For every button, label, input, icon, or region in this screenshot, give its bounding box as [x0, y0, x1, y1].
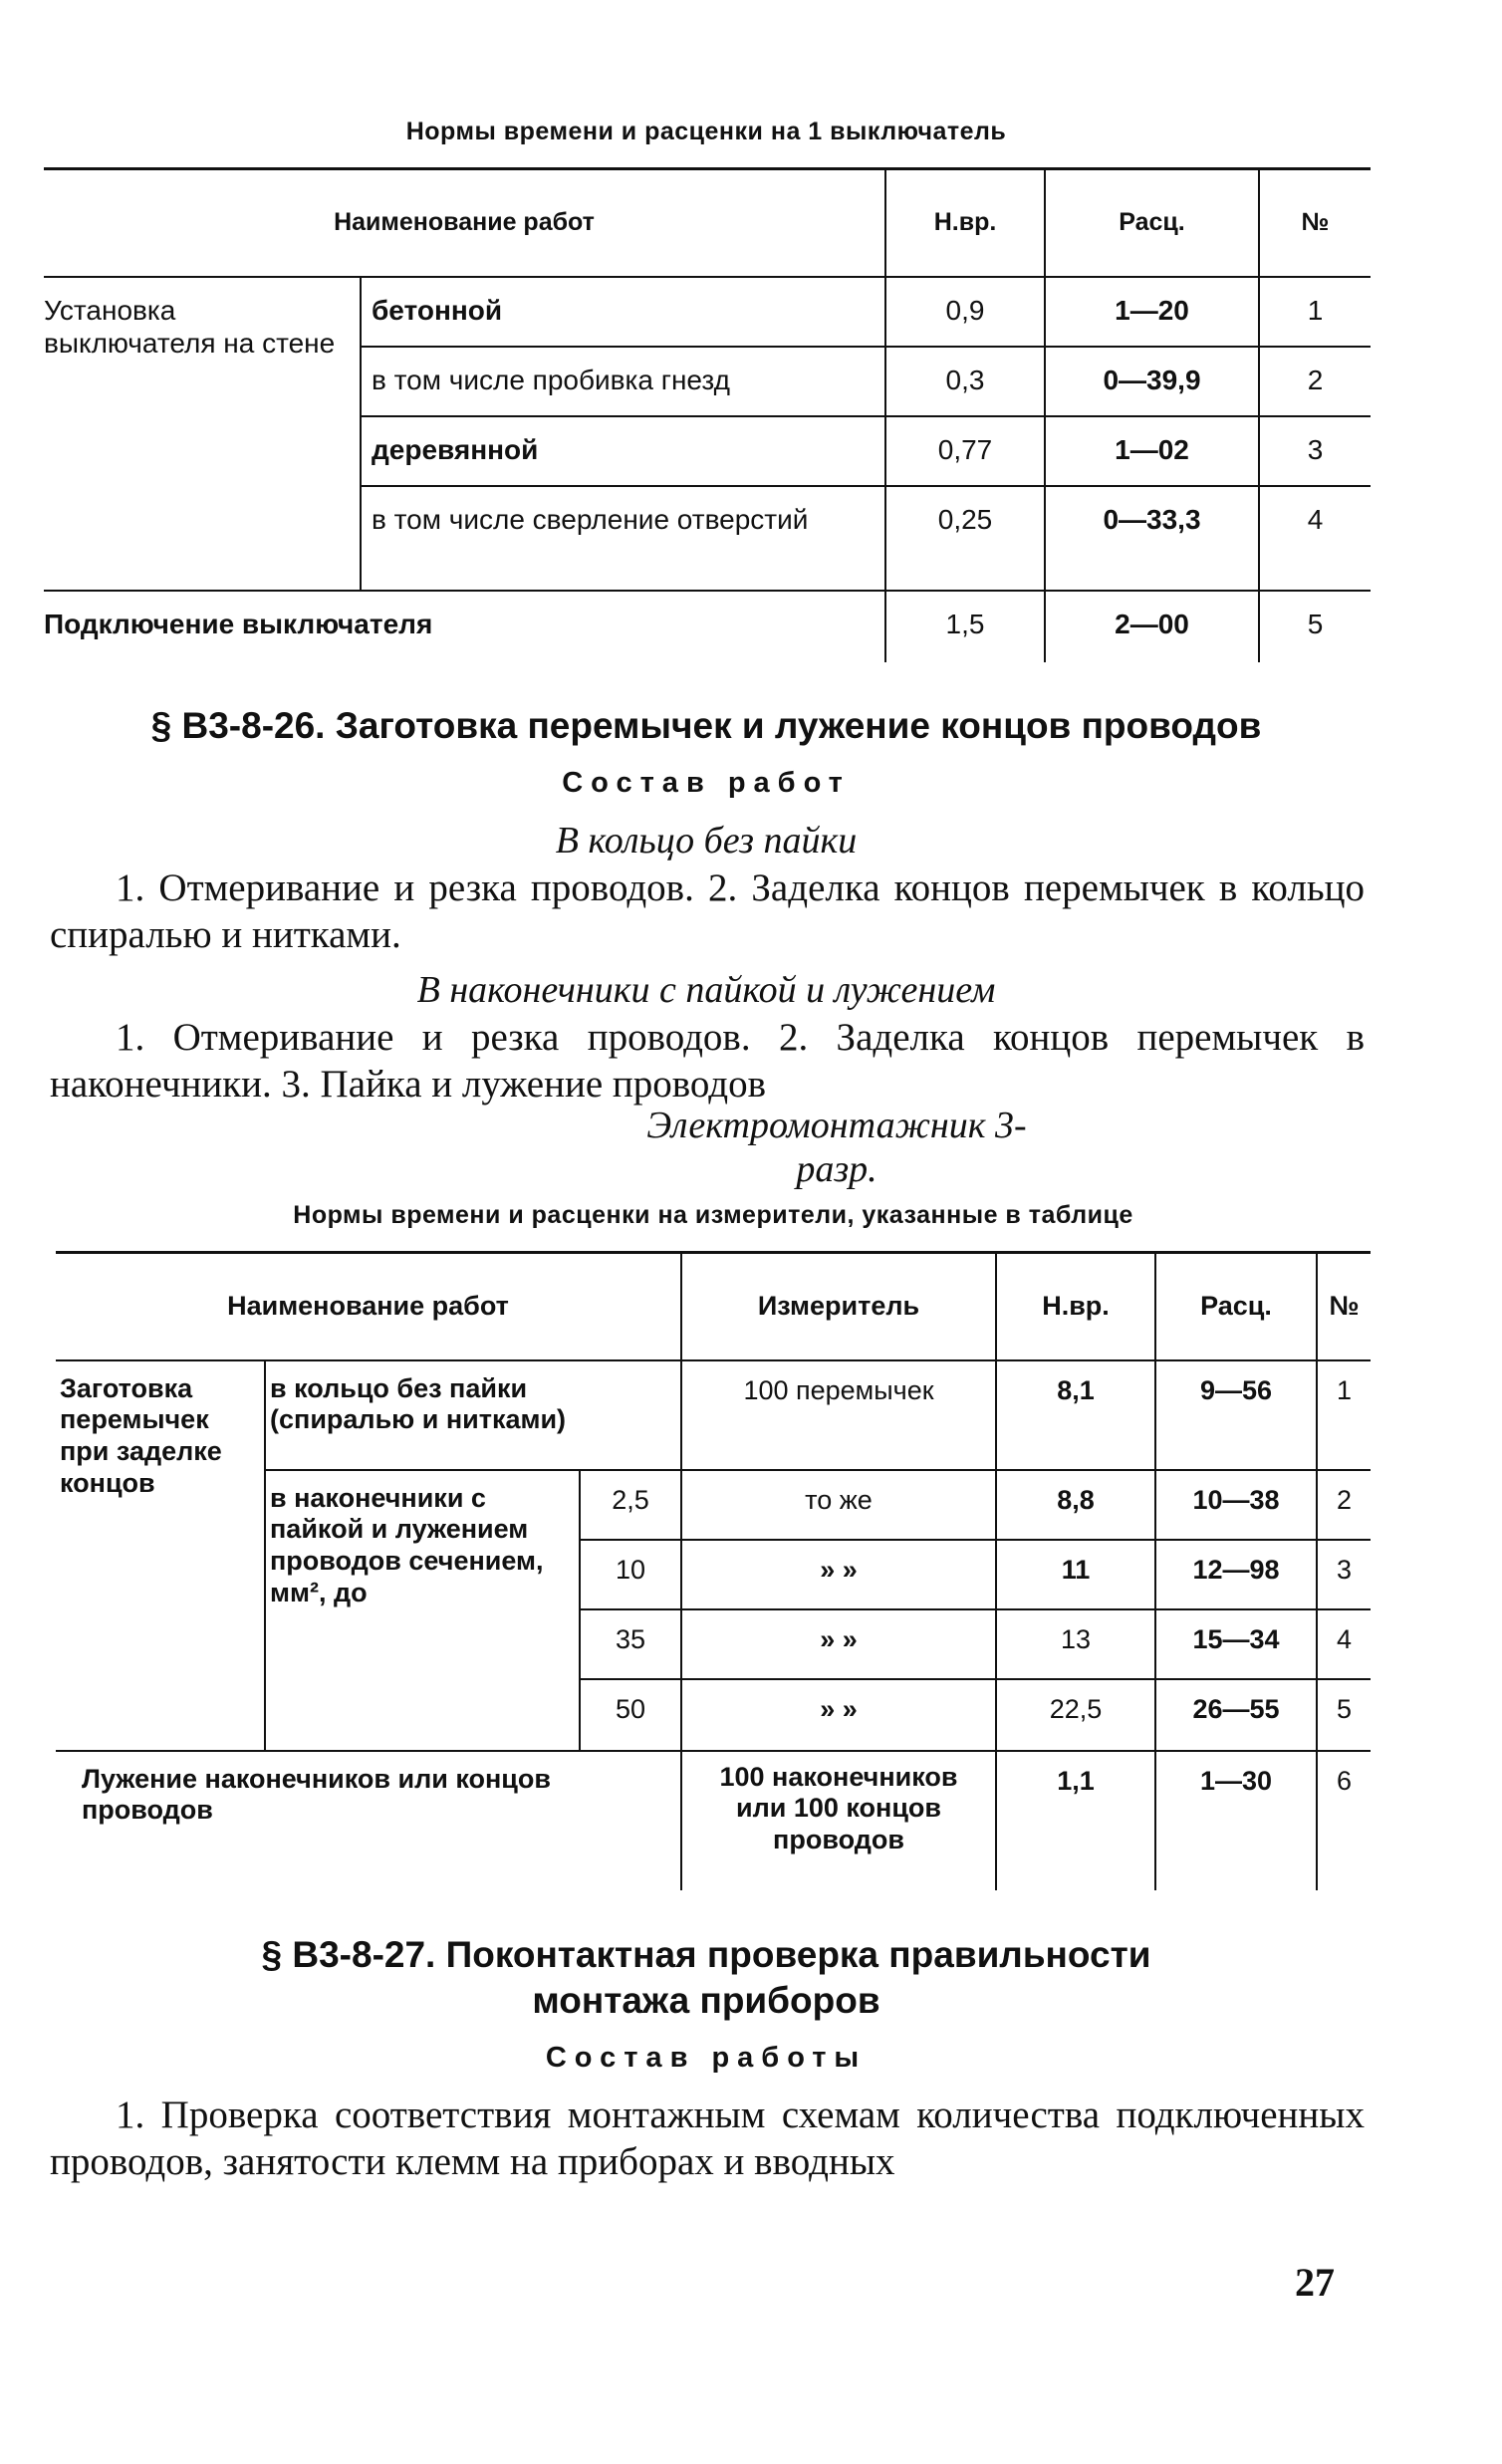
- table1-header-nvr: Н.вр.: [885, 169, 1045, 277]
- section-27-title-line2: монтажа приборов: [532, 1980, 880, 2021]
- table2-num: 4: [1317, 1609, 1371, 1679]
- table2-nvr: 8,8: [996, 1470, 1155, 1540]
- table1-num: 1: [1259, 277, 1371, 347]
- section-27-text: 1. Проверка соответствия монтажным схемам количества подключенных проводов, занятости клемм на приборах и вводных: [50, 2094, 1365, 2183]
- table1-last-label: Подключение выключателя: [44, 591, 885, 662]
- table1-nvr: 0,9: [885, 277, 1045, 347]
- table2-section: 35: [580, 1609, 681, 1679]
- table2-meas: » »: [681, 1679, 996, 1751]
- table2-meas: 100 перемычек: [681, 1360, 996, 1470]
- table1-sub-label: в том числе сверление отверстий: [361, 486, 885, 591]
- table1-rasc: 0—39,9: [1045, 347, 1259, 416]
- table1-num: 5: [1259, 591, 1371, 662]
- table2-rasc: 1—30: [1155, 1751, 1317, 1890]
- table2-nvr: 22,5: [996, 1679, 1155, 1751]
- table2-section: 50: [580, 1679, 681, 1751]
- table2-num: 1: [1317, 1360, 1371, 1470]
- table1-sub-label: в том числе пробивка гнезд: [361, 347, 885, 416]
- table2-num: 3: [1317, 1540, 1371, 1609]
- table2-num: 5: [1317, 1679, 1371, 1751]
- table1-header-rasc: Расц.: [1045, 169, 1259, 277]
- table1-nvr: 0,77: [885, 416, 1045, 486]
- table1-caption: Нормы времени и расценки на 1 выключатель: [405, 118, 1007, 145]
- table1: [44, 167, 1371, 662]
- page-number: 27: [1295, 2260, 1335, 2305]
- table2-caption: Нормы времени и расценки на измерители, указанные в таблице: [293, 1201, 1133, 1229]
- table2-meas: 100 наконечников или 100 концов проводов: [681, 1751, 996, 1890]
- section-26-part2-title: В наконечники с пайкой и лужением: [416, 969, 996, 1011]
- table2-nvr: 13: [996, 1609, 1155, 1679]
- table1-rasc: 1—02: [1045, 416, 1259, 486]
- table-row: [44, 277, 1371, 347]
- table2-tips-label: в наконечники с пайкой и лужением проводов сечением, мм², до: [265, 1470, 580, 1751]
- table1-rasc: 2—00: [1045, 591, 1259, 662]
- table2-header-nvr: Н.вр.: [996, 1253, 1155, 1360]
- table2-num: 2: [1317, 1470, 1371, 1540]
- table2-ring-label: в кольцо без пайки (спиралью и нитками): [265, 1360, 681, 1470]
- table1-header-name: Наименование работ: [44, 169, 885, 277]
- table2-meas: » »: [681, 1609, 996, 1679]
- table-row: [56, 1360, 1371, 1470]
- table2-nvr: 11: [996, 1540, 1155, 1609]
- table2-group-label: Заготовка перемычек при заделке концов: [56, 1360, 265, 1751]
- table1-nvr: 0,3: [885, 347, 1045, 416]
- table2-header-num: №: [1317, 1253, 1371, 1360]
- table2-num: 6: [1317, 1751, 1371, 1890]
- table2-rasc: 26—55: [1155, 1679, 1317, 1751]
- table1-nvr: 0,25: [885, 486, 1045, 591]
- table2-rasc: 10—38: [1155, 1470, 1317, 1540]
- section-26-title: § В3-8-26. Заготовка перемычек и лужение концов проводов: [150, 705, 1262, 746]
- table2: [56, 1251, 1371, 1890]
- section-26-part1-text: 1. Отмеривание и резка проводов. 2. Заделка концов перемычек в кольцо спиралью и нитками.: [50, 866, 1365, 956]
- table2-nvr: 1,1: [996, 1751, 1155, 1890]
- table1-header-row: [44, 169, 1371, 277]
- table-row: [44, 591, 1371, 662]
- table2-header-rasc: Расц.: [1155, 1253, 1317, 1360]
- table1-header-num: №: [1259, 169, 1371, 277]
- table1-num: 3: [1259, 416, 1371, 486]
- table2-header-name: Наименование работ: [56, 1253, 681, 1360]
- table-row: [56, 1751, 1371, 1890]
- table2-meas: то же: [681, 1470, 996, 1540]
- section-26-part2-text: 1. Отмеривание и резка проводов. 2. Заделка концов перемычек в наконечники. 3. Пайка и лужение проводов: [50, 1016, 1365, 1106]
- table2-header-meas: Измеритель: [681, 1253, 996, 1360]
- table2-header-row: [56, 1253, 1371, 1360]
- table1-sub-label: бетонной: [361, 277, 885, 347]
- table2-last-label: Лужение наконечников или концов проводов: [56, 1751, 681, 1890]
- table2-rasc: 15—34: [1155, 1609, 1317, 1679]
- table2-rasc: 9—56: [1155, 1360, 1317, 1470]
- table2-section: 2,5: [580, 1470, 681, 1540]
- section-26-worker: Электромонтажник 3-разр.: [646, 1105, 1027, 1190]
- section-27-title-line1: § В3-8-27. Поконтактная проверка правильности: [261, 1934, 1151, 1975]
- table1-rasc: 1—20: [1045, 277, 1259, 347]
- table2-nvr: 8,1: [996, 1360, 1155, 1470]
- section-26-subtitle: Состав работ: [562, 767, 851, 799]
- table2-meas: » »: [681, 1540, 996, 1609]
- table1-nvr: 1,5: [885, 591, 1045, 662]
- table1-sub-label: деревянной: [361, 416, 885, 486]
- table1-num: 4: [1259, 486, 1371, 591]
- table2-section: 10: [580, 1540, 681, 1609]
- section-27-subtitle: Состав работы: [545, 2042, 868, 2074]
- table1-num: 2: [1259, 347, 1371, 416]
- table1-group-label: Установка выключателя на стене: [44, 277, 361, 591]
- table1-rasc: 0—33,3: [1045, 486, 1259, 591]
- table2-rasc: 12—98: [1155, 1540, 1317, 1609]
- section-26-part1-title: В кольцо без пайки: [555, 820, 858, 862]
